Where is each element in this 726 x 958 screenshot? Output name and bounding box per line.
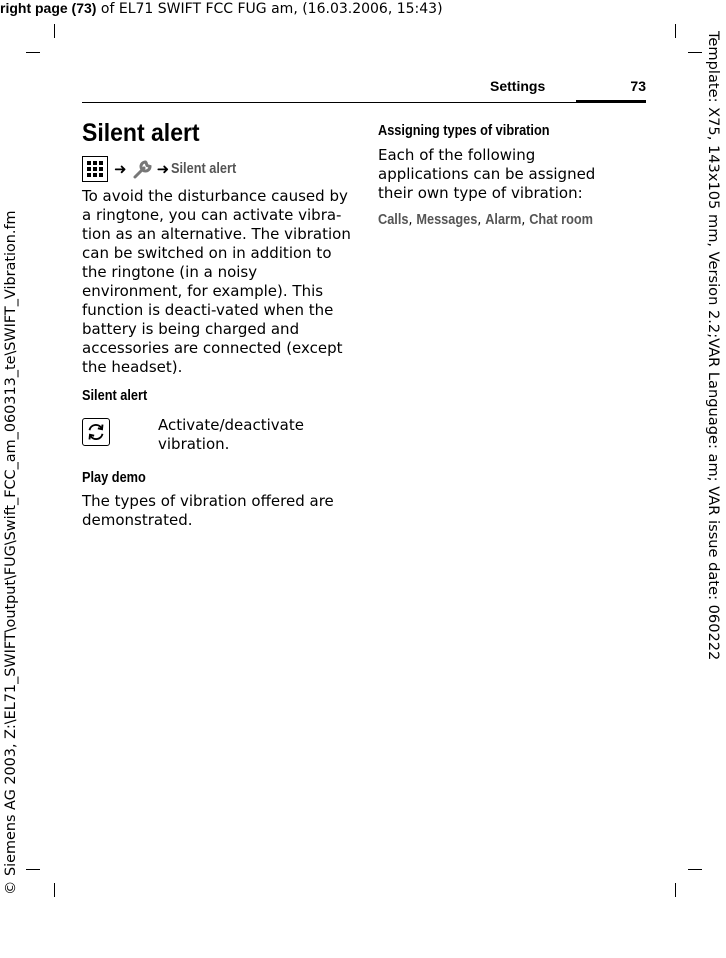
app-alarm: Alarm [485,212,522,228]
print-header-label: right page (73) [0,0,97,16]
crop-mark [688,52,702,53]
crop-mark [675,883,676,897]
arrow-icon: ➜ [156,160,170,178]
toggle-row [82,416,352,454]
app-calls: Calls [378,212,409,228]
page-number: 73 [630,78,646,94]
side-template-info: Template: X75, 143x105 mm, Version 2.2;VAR Language: am; VAR issue date: 060222 [705,31,722,661]
crop-mark [54,24,55,38]
running-head-title: Settings [490,78,546,94]
crop-mark [54,883,55,897]
section-title-vibration-types: Assigning types of vibration [378,123,550,139]
toggle-icon [82,418,110,446]
header-rule [82,102,646,103]
print-header [0,0,443,17]
menu-path-item: Silent alert [171,161,237,177]
crop-mark [675,24,676,38]
separator: , [521,212,530,228]
section-title-silent-alert: Silent alert [82,388,148,404]
menu-path [82,154,352,184]
crop-mark [26,52,40,53]
toggle-description: Activate/deactivate vibration. [158,416,304,453]
app-messages: Messages [416,212,478,228]
right-column [378,122,638,228]
header-rule-accent [576,100,646,103]
arrow-icon: ➜ [114,160,127,178]
app-chat-room: Chat room [529,212,594,228]
page-title: Silent alert [82,119,200,147]
left-column [82,118,352,530]
crop-mark [688,869,702,870]
separator: , [477,212,486,228]
menu-key-icon [82,156,108,182]
wrench-icon [129,156,155,182]
print-header-text: of EL71 SWIFT FCC FUG am, (16.03.2006, 15:43) [100,1,443,17]
vibration-types-text: Each of the following applications can be assigned their own type of vibration: [378,146,596,202]
crop-mark [26,869,40,870]
application-list [378,209,607,228]
separator: , [408,212,417,228]
intro-paragraph: To avoid the disturbance caused by a ringtone, you can activate vibra-tion as an alternative. The vibration can be switched on in addition to the ringtone (in a noisy environment, for example). This function is deacti-vated when the battery is being charged and accessories are connected (except the headset). [82,187,351,376]
section-title-play-demo: Play demo [82,470,146,486]
play-demo-text: The types of vibration offered are demonstrated. [82,492,334,529]
side-file-path: © Siemens AG 2003, Z:\EL71_SWIFT\output\FUG\Swift_FCC_am_060313_te\SWIFT_Vibration.fm [3,210,19,895]
